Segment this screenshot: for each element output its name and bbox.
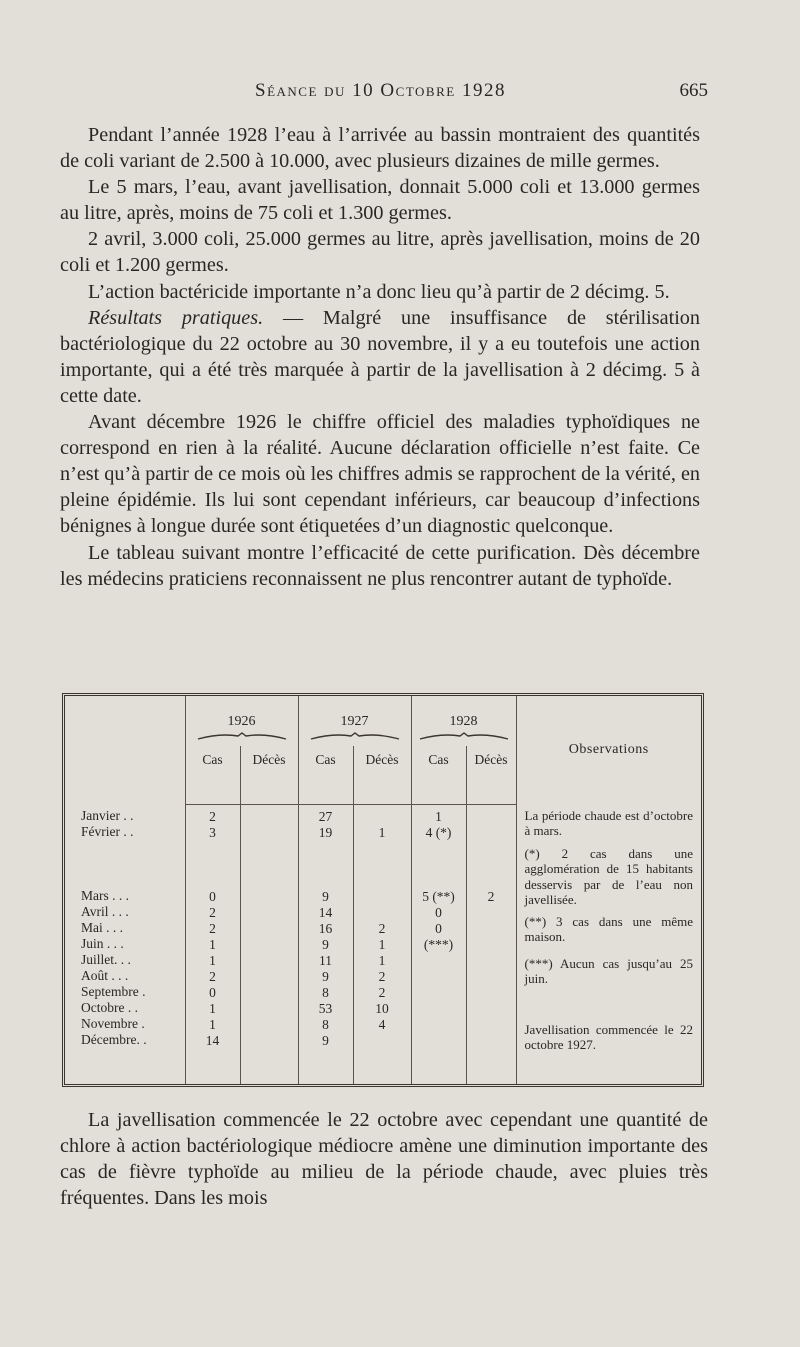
- observation-note: Javellisation commencée le 22 octobre 1927.: [524, 1022, 693, 1053]
- table-cell: 2: [378, 920, 386, 936]
- table-cell: [241, 889, 298, 905]
- deces-1927-column: [353, 804, 411, 1084]
- col-header-deces-1926: Décès: [240, 746, 298, 786]
- table-cell: [467, 985, 516, 1001]
- header-rule: [411, 786, 466, 805]
- table-cell: 2: [378, 968, 386, 984]
- table-cell: [354, 809, 411, 825]
- table-cell: Juin . . .: [81, 936, 124, 951]
- table-cell: 1: [378, 824, 386, 840]
- table-cell: [241, 809, 298, 825]
- table-cell: [467, 873, 516, 889]
- table-cell: [354, 889, 411, 905]
- table-cell: 1: [378, 936, 386, 952]
- table-cell: [241, 937, 298, 953]
- table-cell: Janvier . .: [81, 808, 134, 823]
- col-header-cas-1926: Cas: [185, 746, 240, 786]
- table-cell: 8: [322, 984, 329, 1000]
- running-head: [0, 80, 800, 106]
- table-cell: Septembre .: [81, 984, 146, 999]
- table-cell: [467, 921, 516, 937]
- table-cell: 11: [319, 952, 332, 968]
- table-cell: [241, 1017, 298, 1033]
- results-heading: Résultats pratiques.: [88, 306, 264, 329]
- header-rule: [353, 786, 411, 805]
- table-cell: 4 (*): [425, 824, 452, 840]
- table-cell: [467, 1017, 516, 1033]
- paragraph: Le tableau suivant montre l’efficacité de cette purification. Dès décembre les médecins praticiens reconnaissent ne plus rencontrer autant de typhoïde.: [60, 541, 700, 590]
- month-column: [65, 804, 185, 1084]
- table-cell: [241, 985, 298, 1001]
- observation-note: La période chaude est d’octobre à mars.: [524, 808, 693, 839]
- table-cell: 5 (**): [422, 888, 455, 904]
- table-cell: [241, 921, 298, 937]
- table-cell: 1: [209, 1000, 216, 1016]
- table-cell: [354, 857, 411, 873]
- header-rule: [298, 786, 353, 805]
- table-cell: 1: [209, 936, 216, 952]
- table-cell: Mars . . .: [81, 888, 129, 903]
- table-cell: [412, 1001, 466, 1017]
- table-cell: [354, 873, 411, 889]
- table-cell: [467, 969, 516, 985]
- table-cell: [412, 1033, 466, 1049]
- table-cell: [299, 873, 353, 889]
- cas-1928-column: [411, 804, 466, 1084]
- paragraph: 2 avril, 3.000 coli, 25.000 germes au litre, après javellisation, moins de 20 coli et 1.200 germes.: [60, 228, 700, 277]
- table-cell: Novembre .: [81, 1016, 145, 1031]
- table-cell: [467, 1033, 516, 1049]
- table-cell: [241, 1033, 298, 1049]
- observation-note: (***) Aucun cas jusqu’au 25 juin.: [524, 956, 693, 987]
- table-cell: [186, 841, 240, 857]
- table-cell: [241, 905, 298, 921]
- table-cell: Août . . .: [81, 968, 129, 983]
- table-cell: 4: [378, 1016, 386, 1032]
- results-paragraph: [60, 305, 700, 409]
- table-cell: 2: [209, 904, 216, 920]
- table-cell: Avril . . .: [81, 904, 129, 919]
- running-head-title: Séance du 10 Octobre 1928: [255, 80, 506, 101]
- table-cell: [467, 937, 516, 953]
- table-cell: [412, 857, 466, 873]
- cas-1926-column: [185, 804, 240, 1084]
- table-cell: [467, 857, 516, 873]
- table-cell: [412, 985, 466, 1001]
- col-header-deces-1927: Décès: [353, 746, 411, 786]
- table-cell: [412, 841, 466, 857]
- col-header-cas-1928: Cas: [411, 746, 466, 786]
- table-cell: [467, 809, 516, 825]
- paragraph: Le 5 mars, l’eau, avant javellisation, donnait 5.000 coli et 13.000 germes au litre, après, moins de 75 coli et 1.300 germes.: [60, 176, 700, 225]
- table-cell: 8: [322, 1016, 329, 1032]
- table-cell: [412, 873, 466, 889]
- year-header-1928: 1928: [411, 696, 516, 746]
- col-header-cas-1927: Cas: [298, 746, 353, 786]
- table-cell: [467, 825, 516, 841]
- year-header-1926: 1926: [185, 696, 298, 746]
- table-cell: 53: [318, 1000, 333, 1016]
- table-cell: [467, 1001, 516, 1017]
- table-cell: [467, 905, 516, 921]
- table-cell: 19: [318, 824, 333, 840]
- table-cell: [412, 953, 466, 969]
- body-text: [60, 122, 700, 592]
- page-number: 665: [679, 80, 708, 101]
- header-rule: [466, 786, 516, 805]
- table-cell: 0: [209, 888, 216, 904]
- table-cell: 2: [209, 808, 216, 824]
- table-cell: 9: [322, 888, 329, 904]
- table-cell: 1: [209, 952, 216, 968]
- table-cell: [354, 841, 411, 857]
- table-cell: [186, 857, 240, 873]
- deces-1926-column: [240, 804, 298, 1084]
- brace-icon: [196, 732, 288, 740]
- paragraph: L’action bactéricide importante n’a donc lieu qu’à partir de 2 décimg. 5.: [88, 280, 670, 303]
- table-cell: [354, 1033, 411, 1049]
- table-cell: [467, 841, 516, 857]
- observations-column: [516, 804, 701, 1084]
- table-cell: 1: [435, 808, 442, 824]
- table-cell: 0: [209, 984, 216, 1000]
- table-cell: 27: [318, 808, 333, 824]
- table-cell: 2: [378, 984, 386, 1000]
- table-cell: [241, 841, 298, 857]
- table-cell: Juillet. . .: [81, 952, 131, 967]
- table-cell: [81, 872, 185, 888]
- typhoid-cases-table: [65, 696, 701, 1084]
- table-cell: 16: [318, 920, 333, 936]
- table-cell: 2: [209, 920, 216, 936]
- table-cell: [412, 1017, 466, 1033]
- table-cell: 10: [375, 1000, 389, 1016]
- table-cell: (***): [423, 936, 454, 952]
- closing-text: [60, 1107, 708, 1211]
- table-cell: 9: [322, 968, 329, 984]
- table-cell: [412, 969, 466, 985]
- closing-paragraph: La javellisation commencée le 22 octobre avec cependant une quantité de chlore à action bactériologique médiocre amène une diminution importante des cas de fièvre typhoïde au milieu de la période chaude, avec pluies très fréquentes. Dans les mois: [60, 1109, 708, 1210]
- brace-icon: [418, 732, 510, 740]
- table-cell: [299, 857, 353, 873]
- observation-note: (*) 2 cas dans une agglomération de 15 habitants desservis par de l’eau non javellisée.: [524, 846, 693, 908]
- paragraph: Pendant l’année 1928 l’eau à l’arrivée au bassin montraient des quantités de coli variant de 2.500 à 10.000, avec plusieurs dizaines de mille germes.: [60, 124, 700, 173]
- cas-1927-column: [298, 804, 353, 1084]
- table-cell: Mai . . .: [81, 920, 123, 935]
- table-cell: 0: [435, 904, 442, 920]
- table-cell: 14: [205, 1032, 220, 1048]
- col-header-deces-1928: Décès: [466, 746, 516, 786]
- table-cell: Décembre. .: [81, 1032, 147, 1047]
- table-cell: 0: [435, 920, 442, 936]
- table-cell: [241, 1001, 298, 1017]
- table-cell: 14: [318, 904, 333, 920]
- table-cell: [186, 873, 240, 889]
- table-cell: 3: [209, 824, 216, 840]
- table-cell: 2: [487, 888, 495, 904]
- table-cell: [81, 856, 185, 872]
- table-cell: 2: [209, 968, 216, 984]
- table-cell: [241, 825, 298, 841]
- table-cell: Octobre . .: [81, 1000, 138, 1015]
- year-header-1927: 1927: [298, 696, 411, 746]
- typhoid-table: [62, 693, 704, 1087]
- table-cell: [241, 857, 298, 873]
- header-rule: [185, 786, 240, 805]
- table-cell: 1: [378, 952, 386, 968]
- table-cell: [467, 953, 516, 969]
- table-cell: [354, 905, 411, 921]
- table-cell: [241, 969, 298, 985]
- table-cell: [81, 840, 185, 856]
- observations-header: Observations: [516, 696, 701, 804]
- table-cell: [241, 873, 298, 889]
- brace-icon: [309, 732, 401, 740]
- observation-note: (**) 3 cas dans une même maison.: [524, 914, 693, 945]
- table-cell: Février . .: [81, 824, 134, 839]
- table-cell: [299, 841, 353, 857]
- table-cell: [241, 953, 298, 969]
- results-text: — Malgré une insuffisance de stérilisation bactériologique du 22 octobre au 30 novembre, il y a eu toutefois une action importante, qui a été très marquée à partir de la javellisation à 2 décimg. 5 à cette date.: [60, 306, 700, 407]
- table-cell: 9: [322, 1032, 329, 1048]
- paragraph: Avant décembre 1926 le chiffre officiel des maladies typhoïdiques ne correspond en rien à la réalité. Aucune déclaration officielle n’est faite. Ce n’est qu’à partir de ce mois où les chiffres admis se rapprochent de la vérité, en pleine épidémie. Ils lui sont cependant inférieurs, car beaucoup d’infections bénignes à longue durée sont étiquetées d’un diagnostic quelconque.: [60, 411, 700, 538]
- table-cell: 9: [322, 936, 329, 952]
- deces-1928-column: [466, 804, 516, 1084]
- table-cell: 1: [209, 1016, 216, 1032]
- month-header-cell: [65, 696, 185, 804]
- header-rule: [240, 786, 298, 805]
